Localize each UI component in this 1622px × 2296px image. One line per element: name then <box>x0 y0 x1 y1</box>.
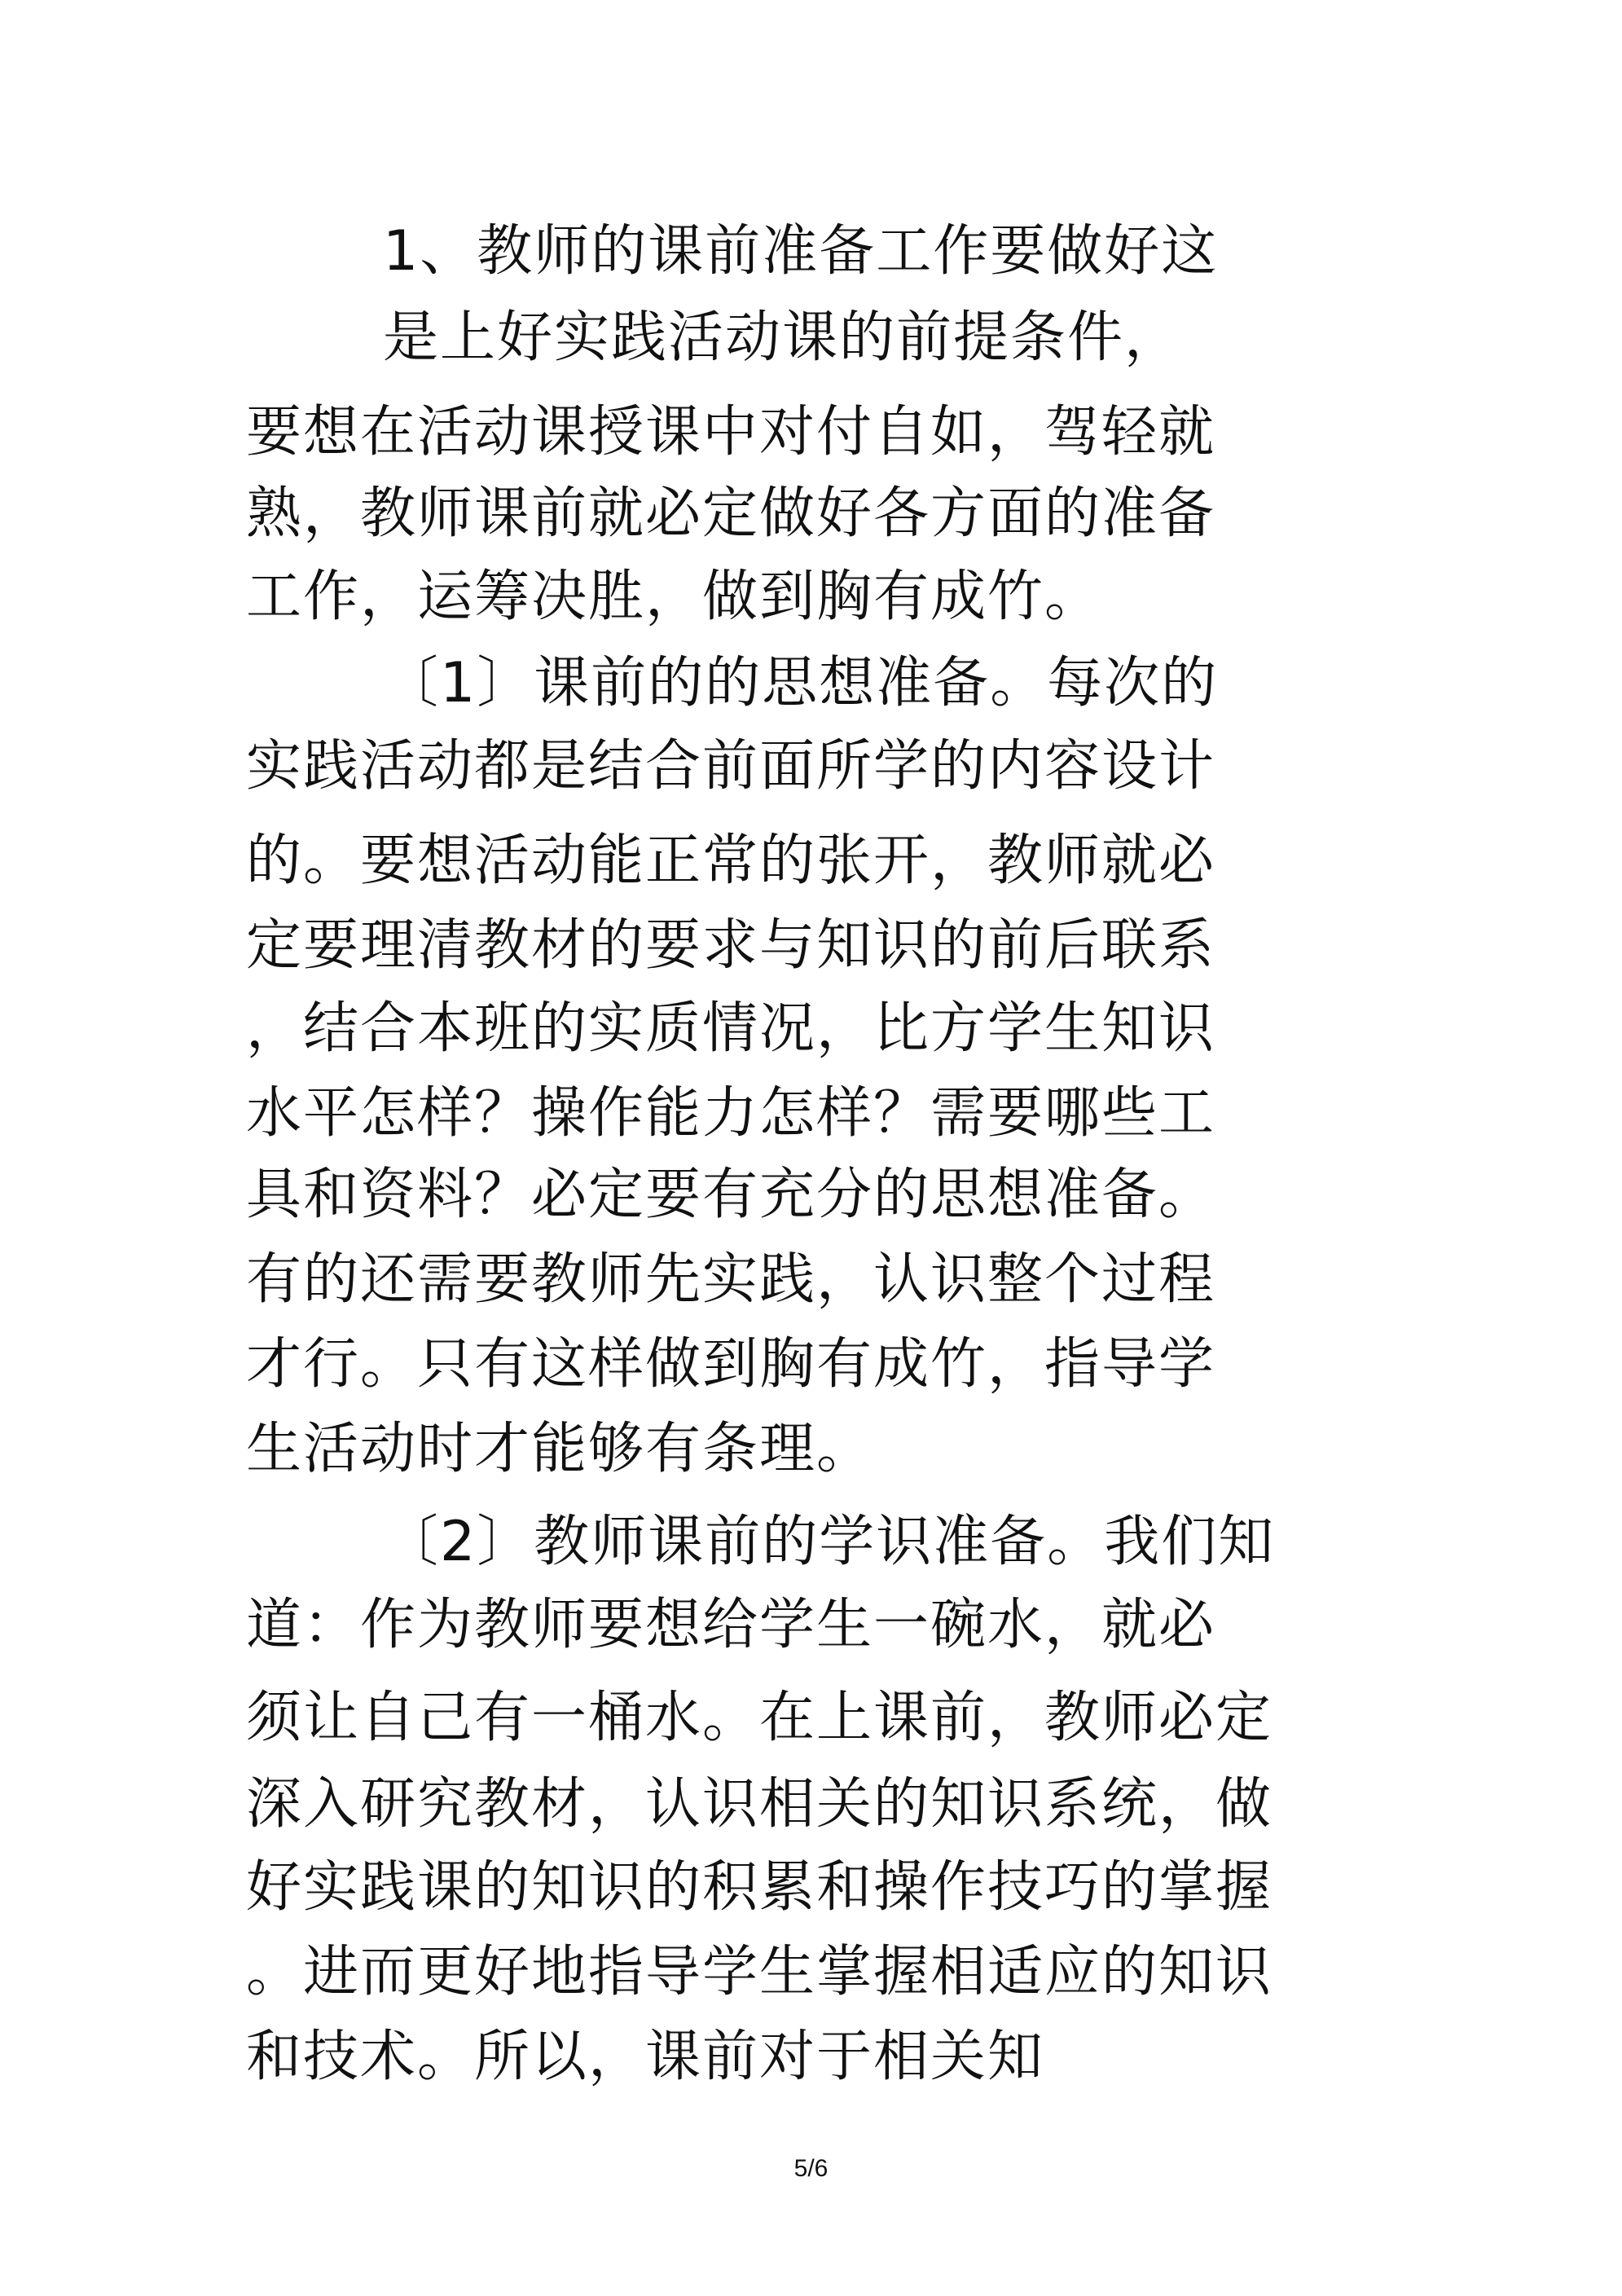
text-line-10: ，结合本班的实质情况，比方学生知识 <box>246 996 1216 1061</box>
page-number: 5/6 <box>793 2155 829 2182</box>
text-line-9: 定要理清教材的要求与知识的前后联系 <box>246 913 1216 978</box>
text-line-22: 和技术。所以，课前对于相关知 <box>246 2025 1045 2089</box>
text-line-19: 深入研究教材，认识相关的知识系统，做 <box>246 1772 1273 1836</box>
text-line-3: 要想在活动课授课中对付自如，驾轻就 <box>246 400 1216 464</box>
text-line-16: 〔2〕教师课前的学识准备。我们知 <box>383 1510 1276 1574</box>
text-line-2: 是上好实践活动课的前提条件， <box>383 306 1182 370</box>
text-line-21: 。进而更好地指导学生掌握相适应的知识 <box>246 1940 1273 2004</box>
text-line-14: 才行。只有这样做到胸有成竹，指导学 <box>246 1332 1216 1397</box>
text-line-8: 的。要想活动能正常的张开，教师就必 <box>246 829 1216 893</box>
text-line-17: 道：作为教师要想给学生一碗水，就必 <box>246 1593 1216 1657</box>
text-line-7: 实践活动都是结合前面所学的内容设计 <box>246 734 1216 798</box>
text-line-6: 〔1〕课前的的思想准备。每次的 <box>383 651 1219 715</box>
text-line-11: 水平怎样？操作能力怎样？需要哪些工 <box>246 1081 1216 1146</box>
text-line-1: 1、教师的课前准备工作要做好这 <box>383 219 1219 284</box>
text-line-5: 工作，运筹决胜，做到胸有成竹。 <box>246 565 1102 629</box>
text-line-18: 须让自己有一桶水。在上课前，教师必定 <box>246 1686 1273 1750</box>
text-line-20: 好实践课的知识的积累和操作技巧的掌握 <box>246 1855 1273 1920</box>
text-line-12: 具和资料？必定要有充分的思想准备。 <box>246 1163 1216 1227</box>
text-line-13: 有的还需要教师先实践，认识整个过程 <box>246 1247 1216 1312</box>
text-line-15: 生活动时才能够有条理。 <box>246 1417 874 1481</box>
text-line-4: 熟，教师课前就必定做好各方面的准备 <box>246 482 1216 546</box>
